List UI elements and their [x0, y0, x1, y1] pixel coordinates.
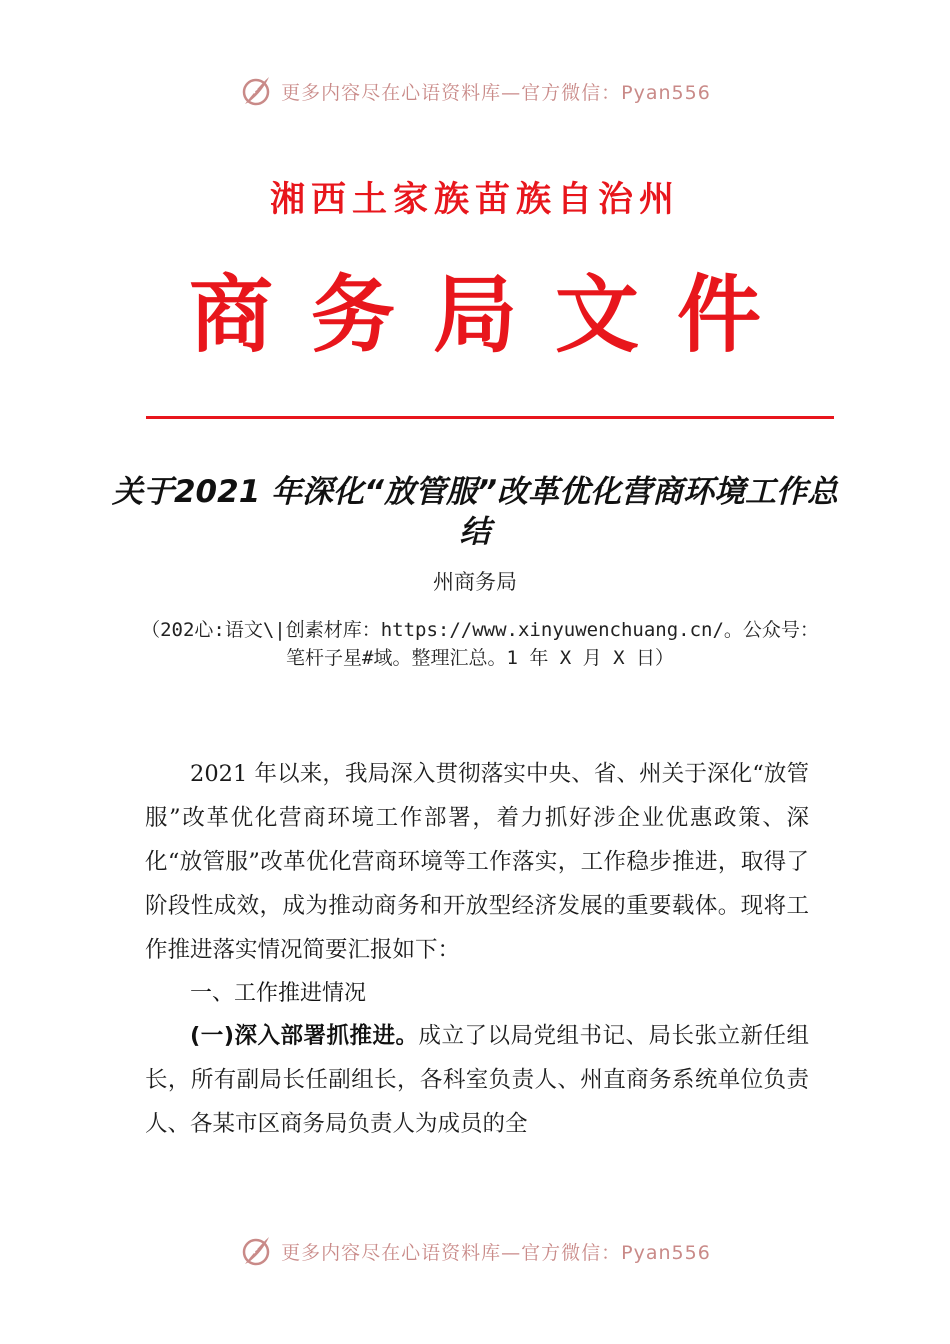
watermark-bottom: [0, 1234, 950, 1268]
watermark-top: [0, 74, 950, 108]
paragraph-lead-heading: (一)深入部署抓推进。: [190, 1023, 419, 1049]
quill-logo-icon: [239, 1234, 273, 1268]
watermark-text: 更多内容尽在心语资料库—官方微信：Pyan556: [281, 81, 711, 104]
document-dateline: （202心:语文\|创素材库：https://www.xinyuwenchuang.cn/。公众号：笔杆子星#域。整理汇总。1 年 X 月 X 日）: [141, 619, 819, 669]
paragraph-text: 成立了以局党组书记、局长张立新任组长，所有副局长任副组长，各科室负责人、州直商务系统单位负责人、各某市区商务局负责人为成员的全: [145, 1023, 809, 1137]
body-paragraph-deployment: [145, 1014, 809, 1146]
red-separator-line: [146, 416, 834, 419]
document-title: 关于2021 年深化“放管服”改革优化营商环境工作总结: [111, 474, 838, 550]
quill-logo-icon: [239, 74, 273, 108]
section-heading: 一、工作推进情况: [190, 981, 367, 1006]
document-author: 州商务局: [433, 570, 517, 594]
body-paragraph-intro: 2021 年以来，我局深入贯彻落实中央、省、州关于深化“放管服”改革优化营商环境工作部署，着力抓好涉企业优惠政策、深化“放管服”改革优化营商环境等工作落实，工作稳步推进，取得了阶段性成效，成为推动商务和开放型经济发展的重要载体。现将工作推进落实情况简要汇报如下：: [145, 761, 809, 963]
document-type-heading: 商务局文件: [188, 265, 799, 364]
issuing-organization: 湘西土家族苗族自治州: [269, 179, 680, 220]
watermark-text: 更多内容尽在心语资料库—官方微信：Pyan556: [281, 1241, 711, 1264]
